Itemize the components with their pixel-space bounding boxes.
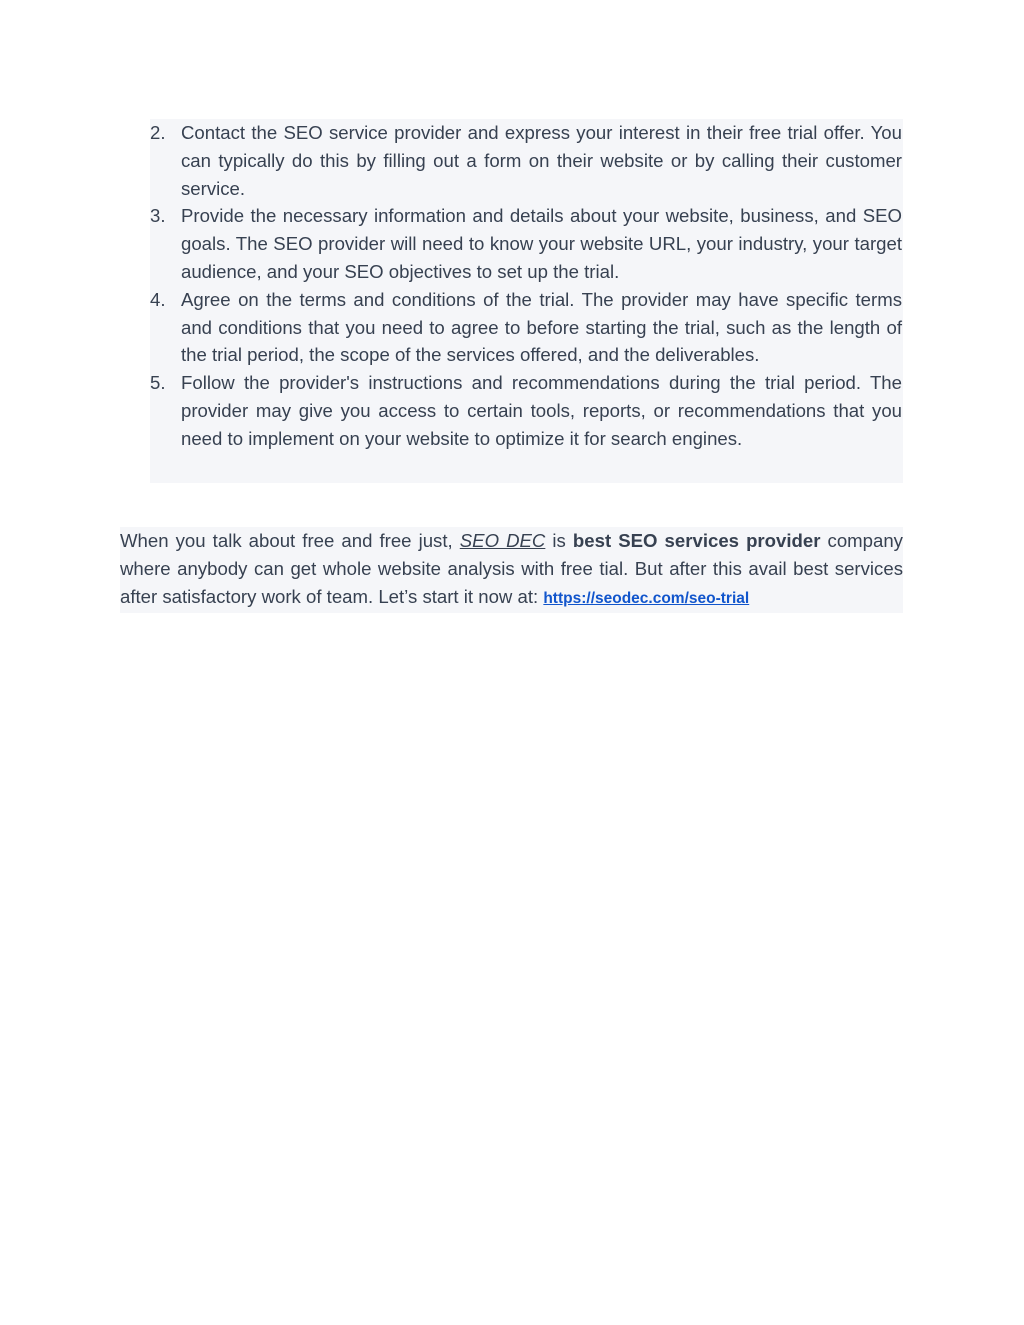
closing-is-text: is: [545, 530, 573, 551]
step-text: Provide the necessary information and details about your website, business, and SEO goals. The SEO provider will need to know your website URL, your industry, your target audience, and your SEO objectives to set up the trial.: [181, 205, 902, 282]
closing-rest: company where anybody can get whole website analysis with free tial. But after this avail best services after satisfactory work of team. Let’s start it now at:: [120, 530, 903, 607]
list-item: [150, 369, 903, 452]
highlighted-phrase: best SEO services provider: [572, 530, 821, 551]
steps-list: [150, 119, 903, 483]
closing-paragraph: [120, 527, 903, 613]
step-text: Follow the provider's instructions and recommendations during the trial period. The provider may give you access to certain tools, reports, or recommendations that you need to implement on your website to optimize it for search engines.: [181, 372, 902, 449]
list-item: [150, 286, 903, 369]
step-text: Contact the SEO service provider and express your interest in their free trial offer. You can typically do this by filling out a form on their website or by calling their customer service.: [181, 122, 902, 199]
step-number: 3.: [150, 205, 166, 227]
step-number: 2.: [150, 122, 166, 143]
step-text: Agree on the terms and conditions of the trial. The provider may have specific terms and conditions that you need to agree to before starting the trial, such as the length of the trial period, the scope of the services offered, and the deliverables.: [181, 288, 902, 366]
closing-intro: When you talk about free and free just,: [120, 530, 460, 551]
step-number: 4.: [150, 288, 166, 310]
list-item: [150, 202, 903, 285]
brand-link[interactable]: SEO DEC: [459, 530, 546, 551]
step-number: 5.: [150, 372, 166, 394]
trial-url-link[interactable]: https://seodec.com/seo-trial: [543, 589, 750, 607]
list-item: [150, 119, 903, 202]
